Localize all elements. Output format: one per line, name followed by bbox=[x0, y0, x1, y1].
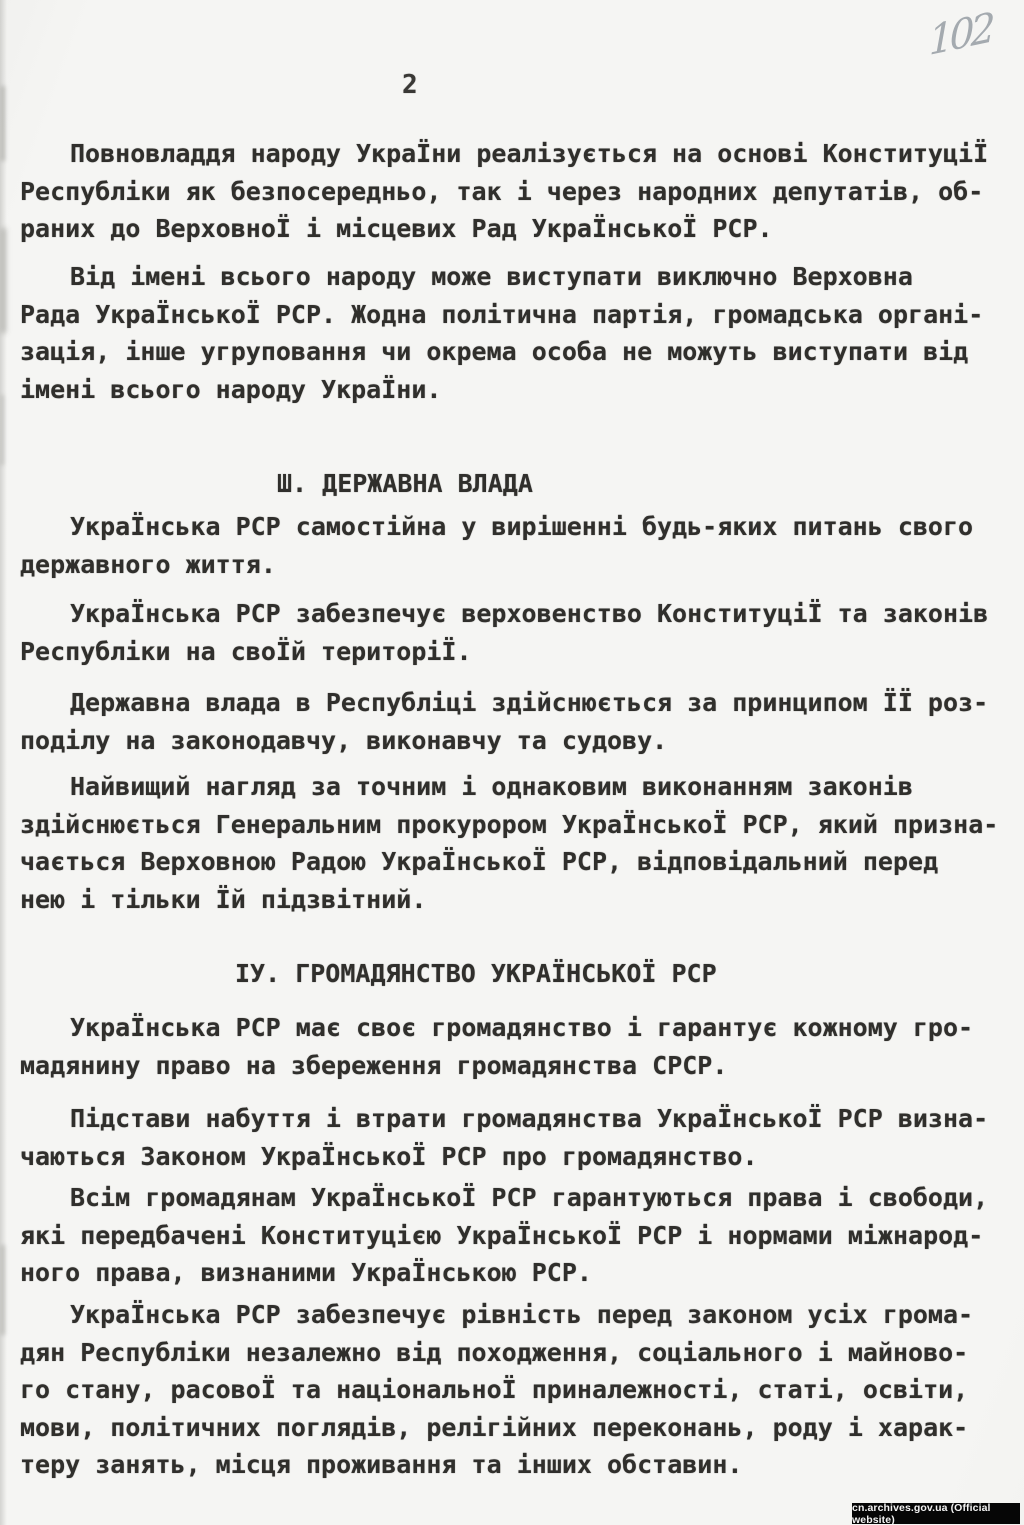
para-citizenship-law bbox=[20, 1100, 988, 1175]
text-line: імені всього народу УкраЇни. bbox=[20, 374, 442, 404]
text-line: го стану, расовоЇ та національноЇ приналежності, статі, освіти, bbox=[20, 1375, 969, 1404]
text-line: теру занять, місця проживання та інших обставин. bbox=[20, 1450, 743, 1479]
source-watermark: cn.archives.gov.ua (Official website) bbox=[852, 1503, 1020, 1524]
scan-edge-artifact bbox=[0, 86, 5, 161]
text-line: зація, інше угруповання чи окрема особа не можуть виступати від bbox=[20, 337, 969, 366]
scan-edge-artifact bbox=[0, 1245, 5, 1335]
text-line: Від імені всього народу може виступати виключно Верховна bbox=[70, 262, 913, 291]
text-line: УкраЇнська РСР забезпечує рівність перед законом усіх грома- bbox=[70, 1300, 974, 1329]
scan-edge-artifact bbox=[0, 228, 6, 333]
text-line: чається Верховною Радою УкраЇнськоЇ РСР, відповідальний перед bbox=[20, 847, 939, 876]
text-line: Рада УкраЇнськоЇ РСР. Жодна політична партія, громадська органі- bbox=[20, 299, 984, 329]
heading-citizenship bbox=[235, 955, 717, 993]
text-line: Повновладдя народу УкраЇни реалізується на основі КонституціЇ bbox=[70, 139, 989, 168]
text-line: чаються Законом УкраЇнськоЇ РСР про громадянство. bbox=[20, 1141, 758, 1171]
text-line: УкраЇнська РСР забезпечує верховенство КонституціЇ та законів bbox=[70, 599, 989, 628]
text-line: поділу на законодавчу, виконавчу та судову. bbox=[20, 725, 668, 755]
text-line: Підстави набуття і втрати громадянства УкраЇнськоЇ РСР визна- bbox=[70, 1104, 989, 1133]
section-heading-text: Ш. ДЕРЖАВНА ВЛАДА bbox=[277, 469, 533, 498]
text-line: державного життя. bbox=[20, 549, 276, 579]
text-line: Всім громадянам УкраЇнськоЇ РСР гарантуються права і свободи, bbox=[70, 1183, 989, 1212]
para-verkhovna-rada bbox=[20, 258, 983, 408]
para-equality bbox=[20, 1296, 973, 1484]
text-line: УкраЇнська РСР має своє громадянство і гарантує кожному гро- bbox=[70, 1013, 974, 1042]
text-line: дян Республіки незалежно від походження, соціального і майново- bbox=[20, 1337, 969, 1367]
text-line: мови, політичних поглядів, релігійних переконань, роду і харак- bbox=[20, 1412, 969, 1442]
text-line: УкраЇнська РСР самостійна у вирішенні будь-яких питань свого bbox=[70, 512, 974, 541]
text-line: Найвищий нагляд за точним і однаковим виконанням законів bbox=[70, 772, 913, 801]
para-prosecutor bbox=[20, 768, 998, 918]
section-heading-text: ІУ. ГРОМАДЯНСТВО УКРАЇНСЬКОЇ РСР bbox=[235, 959, 717, 988]
text-line: ного права, визнаними УкраЇнською РСР. bbox=[20, 1258, 592, 1287]
text-line: здійснюється Генеральним прокурором УкраЇнськоЇ РСР, який призна- bbox=[20, 809, 999, 839]
para-people-power bbox=[20, 135, 988, 248]
para-supremacy bbox=[20, 595, 988, 670]
handwritten-page-number: 102 bbox=[928, 4, 992, 66]
page-number: 2 bbox=[402, 70, 418, 100]
para-citizenship bbox=[20, 1009, 973, 1084]
text-line: нею і тільки Їй підзвітний. bbox=[20, 884, 427, 914]
scan-edge-artifact bbox=[0, 395, 4, 465]
text-line: Державна влада в Республіці здійснюється за принципом ЇЇ роз- bbox=[70, 688, 989, 717]
text-line: які передбачені Конституцією УкраЇнськоЇ РСР і нормами міжнарод- bbox=[20, 1220, 984, 1250]
para-rights-freedoms bbox=[20, 1179, 988, 1292]
text-line: Республіки на своЇй територіЇ. bbox=[20, 636, 472, 666]
para-separation-of-powers bbox=[20, 684, 988, 759]
text-line: Республіки як безпосередньо, так і через народних депутатів, об- bbox=[20, 176, 984, 206]
text-line: раних до ВерховноЇ і місцевих Рад УкраЇнськоЇ РСР. bbox=[20, 214, 773, 243]
heading-state-power bbox=[277, 465, 533, 503]
text-line: мадянину право на збереження громадянства СРСР. bbox=[20, 1050, 728, 1080]
para-self-determination bbox=[20, 508, 973, 583]
